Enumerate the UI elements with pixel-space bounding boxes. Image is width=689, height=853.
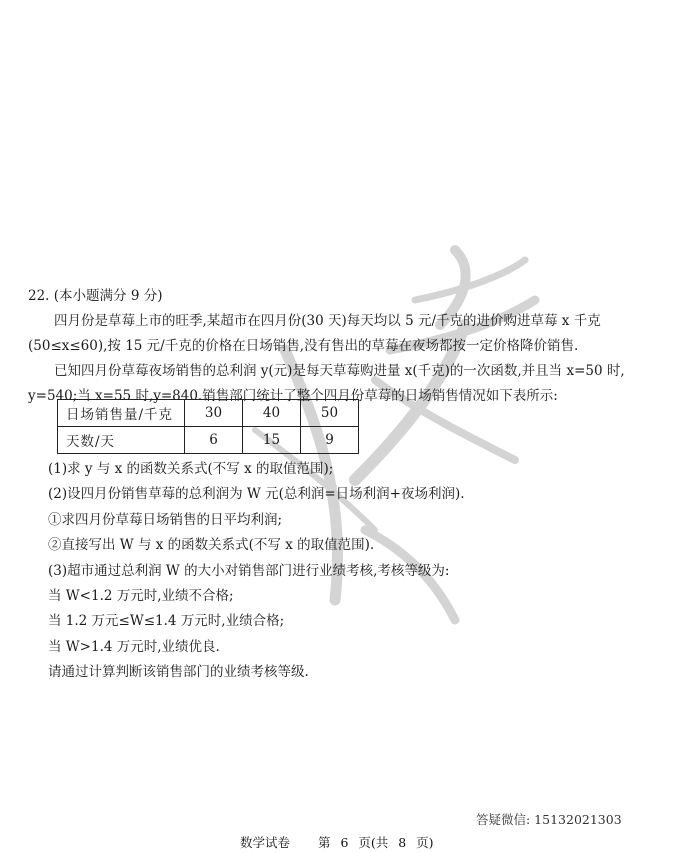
footer-subject: 数学试卷 <box>240 835 291 850</box>
problem-line-1: 四月份是草莓上市的旺季,某超市在四月份(30 天)每天均以 5 元/千克的进价购进草莓 x 千克 <box>54 313 601 329</box>
question-2: (2)设四月份销售草莓的总利润为 W 元(总利润=日场利润+夜场利润). <box>48 486 465 503</box>
question-3: (3)超市通过总利润 W 的大小对销售部门进行业绩考核,考核等级为: <box>48 562 450 579</box>
contact-info: 答疑微信: 15132021303 <box>476 812 622 827</box>
question-1: (1)求 y 与 x 的函数关系式(不写 x 的取值范围); <box>48 461 334 477</box>
table-row <box>58 400 359 427</box>
problem-line-2: (50≤x≤60),按 15 元/千克的价格在日场销售,没有售出的草莓在夜场都按一定价格降价销售. <box>28 338 579 354</box>
criteria-fail: 当 W<1.2 万元时,业绩不合格; <box>48 588 234 605</box>
page-footer <box>240 833 452 851</box>
table-cell: 15 <box>243 427 301 454</box>
criteria-pass: 当 1.2 万元≤W≤1.4 万元时,业绩合格; <box>48 613 285 630</box>
question-2-part-1: ①求四月份草莓日场销售的日平均利润; <box>48 511 283 528</box>
question-3-instruction: 请通过计算判断该销售部门的业绩考核等级. <box>48 664 309 681</box>
problem-header: 22. (本小题满分 9 分) <box>28 288 163 304</box>
problem-line-3: 已知四月份草莓夜场销售的总利润 y(元)是每天草莓购进量 x(千克)的一次函数,并且当 x=50 时, <box>54 363 625 379</box>
question-2-part-2: ②直接写出 W 与 x 的函数关系式(不写 x 的取值范围). <box>48 537 375 554</box>
table-row-label: 天数/天 <box>58 427 185 454</box>
footer-page-number: 第 6 页(共 8 页) <box>318 835 434 850</box>
problem-22 <box>28 284 668 409</box>
table-cell: 30 <box>185 400 243 427</box>
table-cell: 9 <box>301 427 359 454</box>
table-cell: 40 <box>243 400 301 427</box>
question-list <box>48 457 668 686</box>
table-cell: 6 <box>185 427 243 454</box>
table-row-label: 日场销售量/千克 <box>58 400 185 427</box>
criteria-excellent: 当 W>1.4 万元时,业绩优良. <box>48 638 220 655</box>
table-cell: 50 <box>301 400 359 427</box>
sales-table <box>57 399 359 454</box>
table-row <box>58 427 359 454</box>
problem-line-4: y=540;当 x=55 时,y=840.销售部门统计了整个四月份草莓的日场销售情况如下表所示: <box>28 388 558 404</box>
